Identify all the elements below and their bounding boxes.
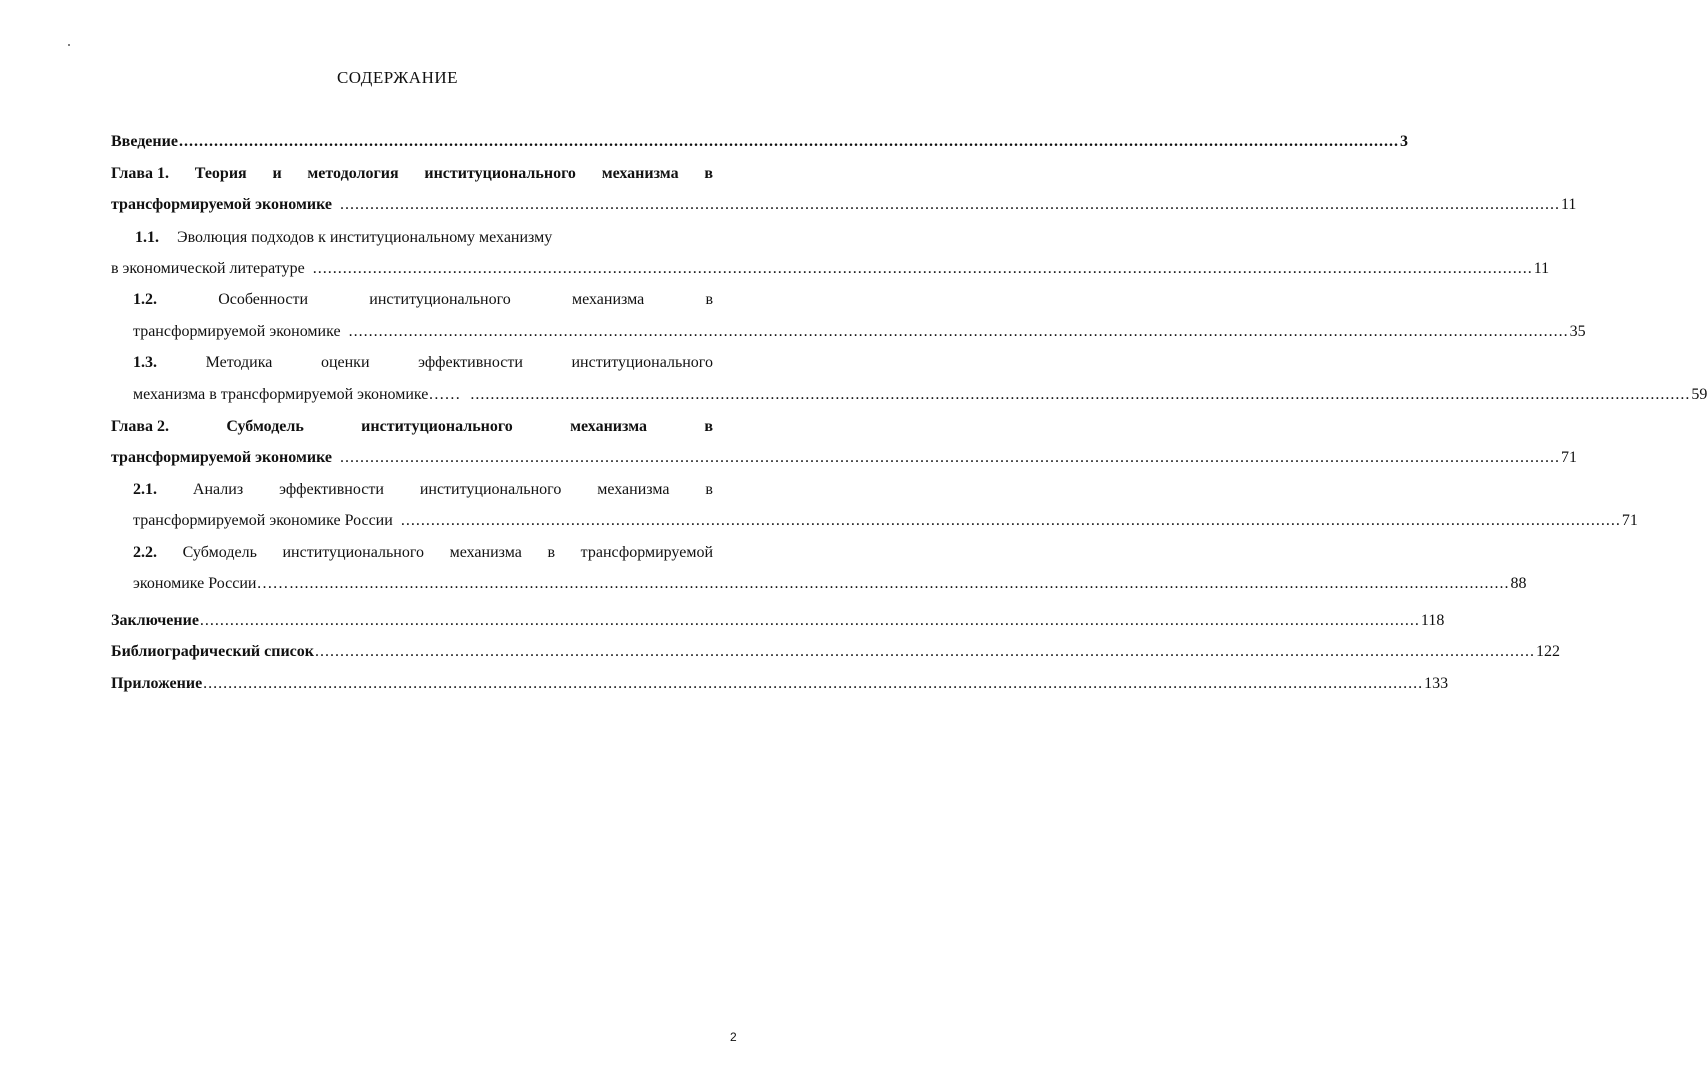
toc-word: оценки — [320, 354, 370, 371]
toc-page: 118 — [1420, 612, 1445, 629]
toc-word: Глава 2. — [111, 418, 169, 435]
toc-word: институционального — [419, 481, 562, 498]
toc-entry-intro[interactable] — [111, 132, 1408, 152]
toc-word: институционального — [424, 165, 576, 182]
toc-word: Субмодель — [182, 544, 257, 561]
toc-entry-2-1-line2[interactable] — [133, 511, 1638, 531]
toc-entry-1-2-line1[interactable] — [133, 290, 713, 310]
toc-word: Теория — [194, 165, 247, 182]
toc-word: эффективности — [418, 354, 523, 371]
toc-leader: .................................................................................................................................................................................................................................................... — [400, 512, 1621, 529]
page-number: 2 — [730, 1030, 737, 1044]
toc-page: 122 — [1535, 643, 1560, 660]
toc-label: экономике России…… — [133, 575, 289, 592]
toc-entry-2-1-line1[interactable] — [133, 480, 713, 500]
toc-word: и — [272, 165, 282, 182]
toc-word: механизма — [597, 481, 670, 498]
toc-word: Методика — [205, 354, 273, 371]
toc-leader: .................................................................................................................................................................................................................................................... — [178, 133, 1399, 150]
toc-label: Библиографический список — [111, 643, 314, 660]
toc-word: эффективности — [279, 481, 384, 498]
toc-number: 2.1. — [133, 481, 157, 498]
toc-page: 11 — [1533, 260, 1550, 277]
toc-entry-1-1-line1[interactable] — [135, 228, 552, 248]
toc-number: 1.3. — [133, 354, 157, 371]
toc-entry-appendix[interactable] — [111, 674, 1449, 694]
toc-entry-1-3-line1[interactable] — [133, 353, 713, 373]
toc-word: механизма — [449, 544, 522, 561]
toc-leader: .................................................................................................................................................................................................................................................... — [314, 643, 1535, 660]
toc-word: Глава 1. — [111, 165, 169, 182]
toc-label: трансформируемой экономике России — [133, 512, 393, 529]
toc-label: Приложение — [111, 675, 203, 692]
page-title: СОДЕРЖАНИЕ — [336, 68, 459, 87]
toc-page: 88 — [1510, 575, 1527, 592]
toc-entry-1-3-line2[interactable] — [133, 385, 1707, 405]
toc-page: 59 — [1691, 386, 1707, 403]
toc-number: 1.1. — [135, 229, 159, 246]
toc-label: Введение — [111, 133, 178, 150]
toc-leader: .................................................................................................................................................................................................................................................... — [470, 386, 1691, 403]
toc-number: 2.2. — [133, 544, 157, 561]
toc-page: 71 — [1560, 449, 1577, 466]
toc-entry-1-2-line2[interactable] — [133, 322, 1586, 342]
toc-word: методология — [307, 165, 399, 182]
toc-word: в — [704, 165, 713, 182]
toc-entry-ch2-line1[interactable] — [111, 417, 713, 437]
toc-entry-conclusion[interactable] — [111, 611, 1445, 631]
toc-word: Субмодель — [226, 418, 304, 435]
toc-page: 11 — [1560, 196, 1577, 213]
toc-entry-ch1-line1[interactable] — [111, 164, 713, 184]
toc-leader: .................................................................................................................................................................................................................................................... — [203, 675, 1424, 692]
toc-leader: .................................................................................................................................................................................................................................................... — [312, 260, 1533, 277]
toc-page: 133 — [1424, 675, 1449, 692]
toc-page: 35 — [1569, 323, 1586, 340]
toc-word: в — [705, 481, 713, 498]
toc-label: трансформируемой экономике — [111, 196, 332, 213]
toc-entry-ch2-line2[interactable] — [111, 448, 1577, 468]
toc-label: трансформируемой экономике — [133, 323, 341, 340]
toc-entry-ch1-line2[interactable] — [111, 195, 1577, 215]
toc-entry-bibliography[interactable] — [111, 642, 1560, 662]
toc-label: Заключение — [111, 612, 199, 629]
toc-entry-2-2-line1[interactable] — [133, 543, 713, 563]
toc-label: трансформируемой экономике — [111, 449, 332, 466]
toc-word: трансформируемой — [580, 544, 713, 561]
toc-word: механизма — [571, 291, 645, 308]
toc-label: механизма в трансформируемой экономике…… — [133, 386, 461, 403]
toc-word: институционального — [369, 291, 511, 308]
toc-word: в — [547, 544, 556, 561]
toc-word: механизма — [570, 418, 648, 435]
toc-leader: .................................................................................................................................................................................................................................................... — [339, 196, 1560, 213]
toc-leader: .................................................................................................................................................................................................................................................... — [199, 612, 1420, 629]
scan-speck — [68, 44, 70, 46]
toc-word: в — [704, 418, 713, 435]
toc-word: институционального — [361, 418, 513, 435]
toc-word: институционального — [282, 544, 424, 561]
toc-leader: .................................................................................................................................................................................................................................................... — [339, 449, 1560, 466]
toc-page: 71 — [1621, 512, 1638, 529]
toc-word: Особенности — [218, 291, 309, 308]
toc-page: 3 — [1399, 133, 1408, 150]
toc-label: Эволюция подходов к институциональному механизму — [177, 229, 553, 246]
toc-word: механизма — [601, 165, 679, 182]
toc-leader: .................................................................................................................................................................................................................................................... — [289, 575, 1510, 592]
toc-leader: .................................................................................................................................................................................................................................................... — [348, 323, 1569, 340]
toc-entry-1-1-line2[interactable] — [111, 259, 1550, 279]
toc-word: в — [705, 291, 713, 308]
toc-entry-2-2-line2[interactable] — [133, 574, 1527, 594]
toc-label: в экономической литературе — [111, 260, 305, 277]
toc-number: 1.2. — [133, 291, 157, 308]
toc-word: Анализ — [192, 481, 244, 498]
toc-word: институционального — [571, 354, 713, 371]
